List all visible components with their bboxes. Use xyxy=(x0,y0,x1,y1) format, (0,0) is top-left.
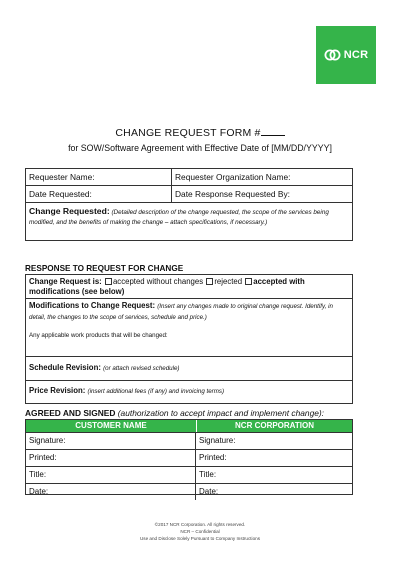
customer-title-field[interactable]: Title: xyxy=(26,467,196,483)
response-table xyxy=(25,274,353,404)
table-row xyxy=(26,483,352,500)
logo-text: NCR xyxy=(343,49,369,61)
form-number-blank[interactable] xyxy=(261,126,285,136)
ncr-date-field[interactable]: Date: xyxy=(199,487,219,496)
date-requested-field[interactable]: Date Requested: xyxy=(26,186,172,202)
ncr-title-field[interactable]: Title: xyxy=(199,470,217,479)
ncr-corporation-header: NCR CORPORATION xyxy=(235,421,314,430)
ncr-printed-field[interactable]: Printed: xyxy=(199,453,227,462)
ncr-logo-icon xyxy=(324,49,341,61)
table-row xyxy=(26,466,352,483)
agreed-heading-note: (authorization to accept impact and implement change): xyxy=(117,408,324,418)
price-desc: (insert additional fees (if any) and invoicing terms) xyxy=(87,388,225,395)
modifications-field[interactable] xyxy=(26,299,352,357)
price-label: Price Revision: xyxy=(29,386,86,395)
accepted-checkbox[interactable] xyxy=(105,278,112,285)
rejected-checkbox[interactable] xyxy=(206,278,213,285)
table-row xyxy=(26,449,352,466)
agreed-heading xyxy=(25,408,324,418)
modifications-label: Modifications to Change Request: xyxy=(29,301,156,310)
customer-name-header: CUSTOMER NAME xyxy=(26,420,197,432)
response-heading: RESPONSE TO REQUEST FOR CHANGE xyxy=(25,264,184,273)
change-request-status xyxy=(26,275,352,299)
accepted-mod-checkbox[interactable] xyxy=(245,278,252,285)
footer xyxy=(0,521,400,542)
rejected-label: rejected xyxy=(214,277,243,286)
customer-signature-field[interactable]: Signature: xyxy=(26,433,196,449)
requester-name-field[interactable]: Requester Name: xyxy=(26,169,172,185)
price-revision-field[interactable] xyxy=(26,381,352,399)
form-title-text: CHANGE REQUEST FORM # xyxy=(115,127,261,139)
signature-table xyxy=(25,419,353,495)
form-subtitle: for SOW/Software Agreement with Effective Date of [MM/DD/YYYY] xyxy=(68,143,332,153)
accepted-label: accepted without changes xyxy=(112,277,204,286)
modifications-desc: (Insert any changes made to original change request. Identify, in detail, the changes to the scope of services, schedule and price.) xyxy=(29,303,333,321)
footer-copyright: ©2017 NCR Corporation. All rights reserved. xyxy=(154,522,246,527)
form-title xyxy=(0,126,400,139)
customer-printed-field[interactable]: Printed: xyxy=(26,450,196,466)
change-request-is-label: Change Request is: xyxy=(29,277,102,286)
table-row xyxy=(26,169,352,186)
table-row xyxy=(26,432,352,449)
signature-header xyxy=(26,420,352,432)
change-requested-label: Change Requested: xyxy=(29,206,110,216)
ncr-logo xyxy=(316,26,376,84)
requester-org-field[interactable]: Requester Organization Name: xyxy=(175,172,291,182)
request-table xyxy=(25,168,353,241)
table-row xyxy=(26,186,352,203)
customer-date-field[interactable]: Date: xyxy=(26,484,196,500)
footer-confidential: NCR – Confidential xyxy=(180,529,220,534)
schedule-revision-field[interactable] xyxy=(26,357,352,381)
change-requested-field[interactable] xyxy=(26,203,352,228)
footer-disclosure: Use and Disclose Solely Pursuant to Company Instructions xyxy=(139,536,260,541)
agreed-heading-text: AGREED AND SIGNED xyxy=(25,408,116,418)
schedule-label: Schedule Revision: xyxy=(29,363,101,372)
date-response-field[interactable]: Date Response Requested By: xyxy=(175,189,290,199)
change-requested-desc: (Detailed description of the change requested, the scope of the services being modified, and the benefits of making the change – attach specifications, if necessary.) xyxy=(29,209,329,226)
schedule-desc: (or attach revised schedule) xyxy=(103,365,180,372)
ncr-signature-field[interactable]: Signature: xyxy=(199,436,236,445)
accepted-mod-label: accepted with modifications (see below) xyxy=(29,277,305,296)
work-products-text: Any applicable work products that will be changed: xyxy=(29,332,168,339)
